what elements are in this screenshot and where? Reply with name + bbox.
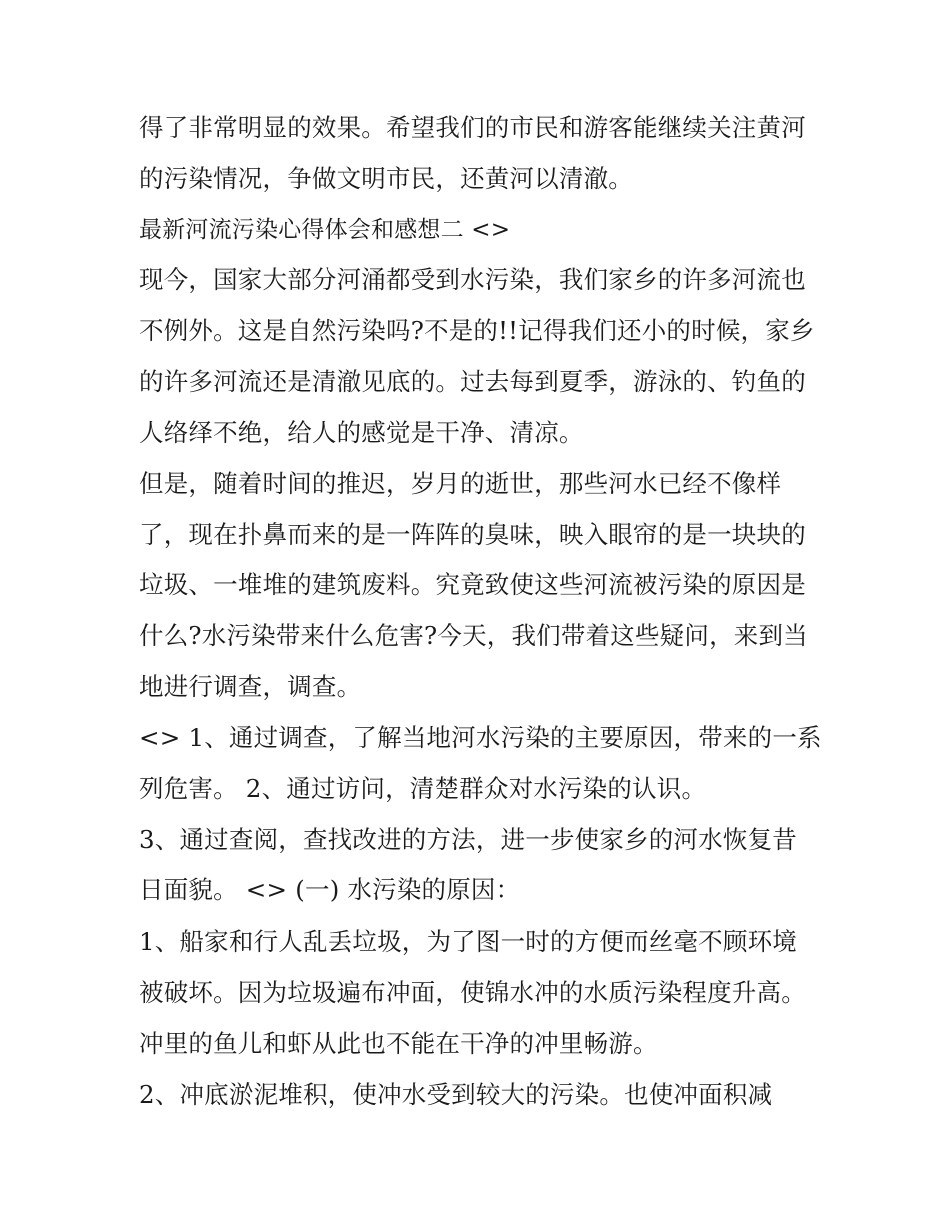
text-line: 的污染情况，争做文明市民，还黄河以清澈。 — [139, 164, 633, 193]
text-line: 了，现在扑鼻而来的是一阵阵的臭味，映入眼帘的是一块块的 — [139, 520, 806, 549]
section-heading: 最新河流污染心得体会和感想二 <> — [139, 217, 511, 243]
text-line: 但是，随着时间的推迟，岁月的逝世，那些河水已经不像样 — [139, 469, 782, 498]
text-line: <> 1、通过调查，了解当地河水污染的主要原因，带来的一系 — [139, 723, 822, 752]
text-line: 地进行调查，调查。 — [139, 672, 362, 701]
text-line: 1、船家和行人乱丢垃圾，为了图一时的方便而丝毫不顾环境 — [139, 927, 797, 956]
text-line: 的许多河流还是清澈见底的。过去每到夏季，游泳的、钓鱼的 — [139, 367, 806, 396]
text-line: 垃圾、一堆堆的建筑废料。究竟致使这些河流被污染的原因是 — [139, 570, 806, 599]
text-line: 现今，国家大部分河涌都受到水污染，我们家乡的许多河流也 — [139, 265, 806, 294]
text-line: 不例外。这是自然污染吗?不是的!!记得我们还小的时候，家乡 — [139, 316, 815, 345]
text-line: 人络绎不绝，给人的感觉是干净、清凉。 — [139, 418, 584, 447]
text-line: 被破坏。因为垃圾遍布冲面，使锦水冲的水质污染程度升高。 — [139, 978, 806, 1007]
text-line: 3、通过查阅，查找改进的方法，进一步使家乡的河水恢复昔 — [139, 825, 797, 854]
text-line: 列危害。 2、通过访问，清楚群众对水污染的认识。 — [139, 774, 707, 803]
text-line: 日面貌。 <> (一) 水污染的原因： — [139, 875, 521, 904]
text-line: 什么?水污染带来什么危害?今天，我们带着这些疑问，来到当 — [139, 621, 808, 650]
text-line: 2、冲底淤泥堆积，使冲水受到较大的污染。也使冲面积减 — [139, 1080, 773, 1109]
text-line: 冲里的鱼儿和虾从此也不能在干净的冲里畅游。 — [139, 1029, 658, 1058]
text-line: 得了非常明显的效果。希望我们的市民和游客能继续关注黄河 — [139, 113, 806, 142]
